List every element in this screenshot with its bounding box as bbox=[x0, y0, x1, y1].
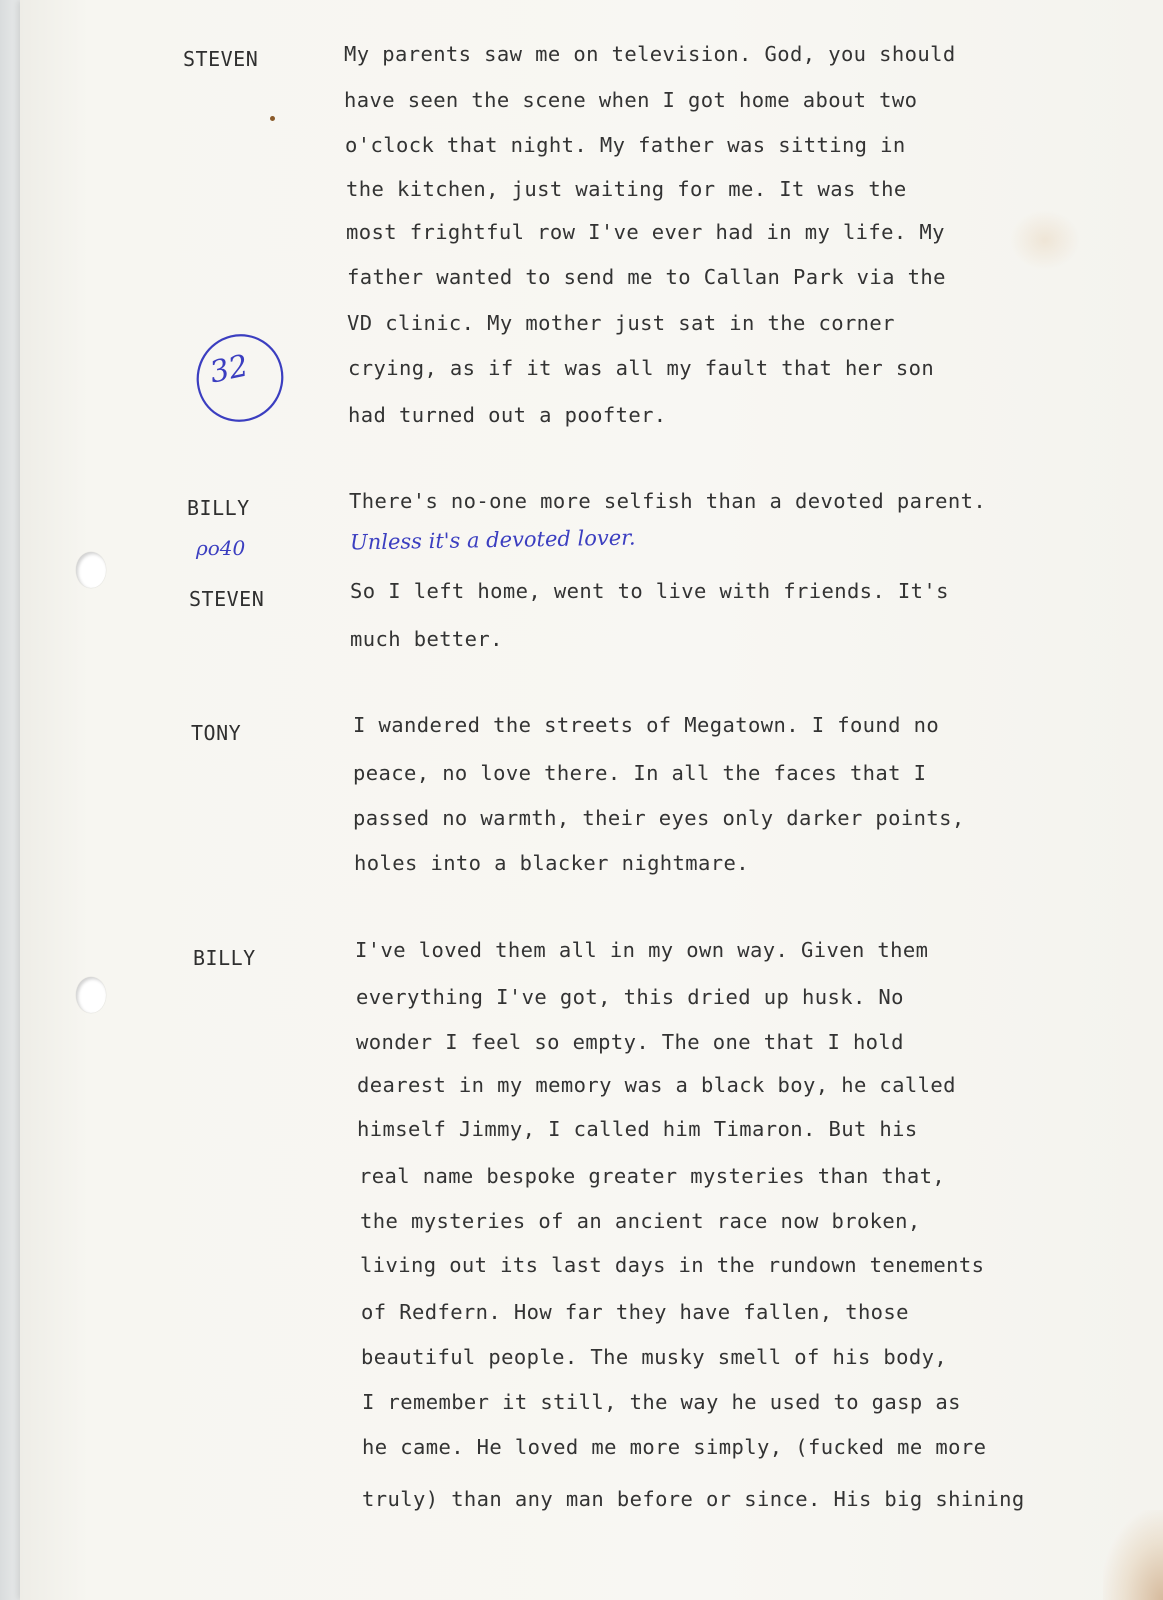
speaker-label: BILLY bbox=[193, 946, 256, 970]
speaker-label: TONY bbox=[191, 721, 242, 745]
dialogue-line: real name bespoke greater mysteries than that, bbox=[359, 1164, 946, 1188]
dialogue-line: My parents saw me on television. God, you should bbox=[344, 42, 956, 66]
dialogue-line: himself Jimmy, I called him Timaron. But his bbox=[357, 1117, 918, 1141]
dialogue-line: father wanted to send me to Callan Park via the bbox=[347, 265, 946, 289]
dialogue-line: dearest in my memory was a black boy, he called bbox=[357, 1073, 956, 1097]
dialogue-line: most frightful row I've ever had in my life. My bbox=[346, 220, 945, 244]
punch-hole-top bbox=[76, 552, 106, 588]
dialogue-line: I remember it still, the way he used to gasp as bbox=[362, 1390, 961, 1414]
punch-hole-bottom bbox=[76, 977, 106, 1013]
handwritten-insertion: Unless it's a devoted lover. bbox=[349, 525, 636, 555]
dialogue-line: of Redfern. How far they have fallen, those bbox=[361, 1300, 909, 1324]
dialogue-line: have seen the scene when I got home about two bbox=[344, 88, 918, 112]
margin-note: ρο40 bbox=[196, 536, 246, 560]
speaker-label: STEVEN bbox=[183, 47, 259, 71]
dialogue-line: everything I've got, this dried up husk. No bbox=[356, 985, 904, 1009]
dialogue-line: There's no-one more selfish than a devoted parent. bbox=[349, 489, 987, 513]
dialogue-line: had turned out a poofter. bbox=[348, 403, 667, 427]
circled-page-number bbox=[190, 330, 270, 416]
dialogue-line: wonder I feel so empty. The one that I hold bbox=[356, 1030, 904, 1054]
page-edge bbox=[0, 0, 20, 1600]
page-number: 32 bbox=[206, 348, 252, 391]
dialogue-line: truly) than any man before or since. His big shining bbox=[362, 1487, 1025, 1511]
dialogue-line: o'clock that night. My father was sitting in bbox=[345, 133, 906, 157]
dialogue-line: I wandered the streets of Megatown. I found no bbox=[353, 713, 940, 737]
dialogue-line: peace, no love there. In all the faces that I bbox=[353, 761, 927, 785]
dialogue-line: he came. He loved me more simply, (fucked me more bbox=[362, 1435, 987, 1459]
speaker-label: BILLY bbox=[187, 496, 250, 520]
dialogue-line: beautiful people. The musky smell of his body, bbox=[361, 1345, 948, 1369]
paper-stain bbox=[1103, 1510, 1163, 1600]
speaker-label: STEVEN bbox=[189, 587, 265, 611]
paper-stain-light bbox=[1010, 210, 1080, 270]
ink-speck bbox=[270, 116, 275, 121]
dialogue-line: crying, as if it was all my fault that her son bbox=[348, 356, 935, 380]
dialogue-line: holes into a blacker nightmare. bbox=[354, 851, 750, 875]
dialogue-line: the kitchen, just waiting for me. It was the bbox=[346, 177, 907, 201]
dialogue-line: VD clinic. My mother just sat in the corner bbox=[347, 311, 895, 335]
dialogue-line: passed no warmth, their eyes only darker points, bbox=[353, 806, 965, 830]
dialogue-line: much better. bbox=[350, 627, 503, 651]
dialogue-line: the mysteries of an ancient race now broken, bbox=[360, 1209, 921, 1233]
dialogue-line: So I left home, went to live with friends. It's bbox=[350, 579, 949, 603]
dialogue-line: I've loved them all in my own way. Given them bbox=[355, 938, 929, 962]
dialogue-line: living out its last days in the rundown tenements bbox=[360, 1253, 985, 1277]
